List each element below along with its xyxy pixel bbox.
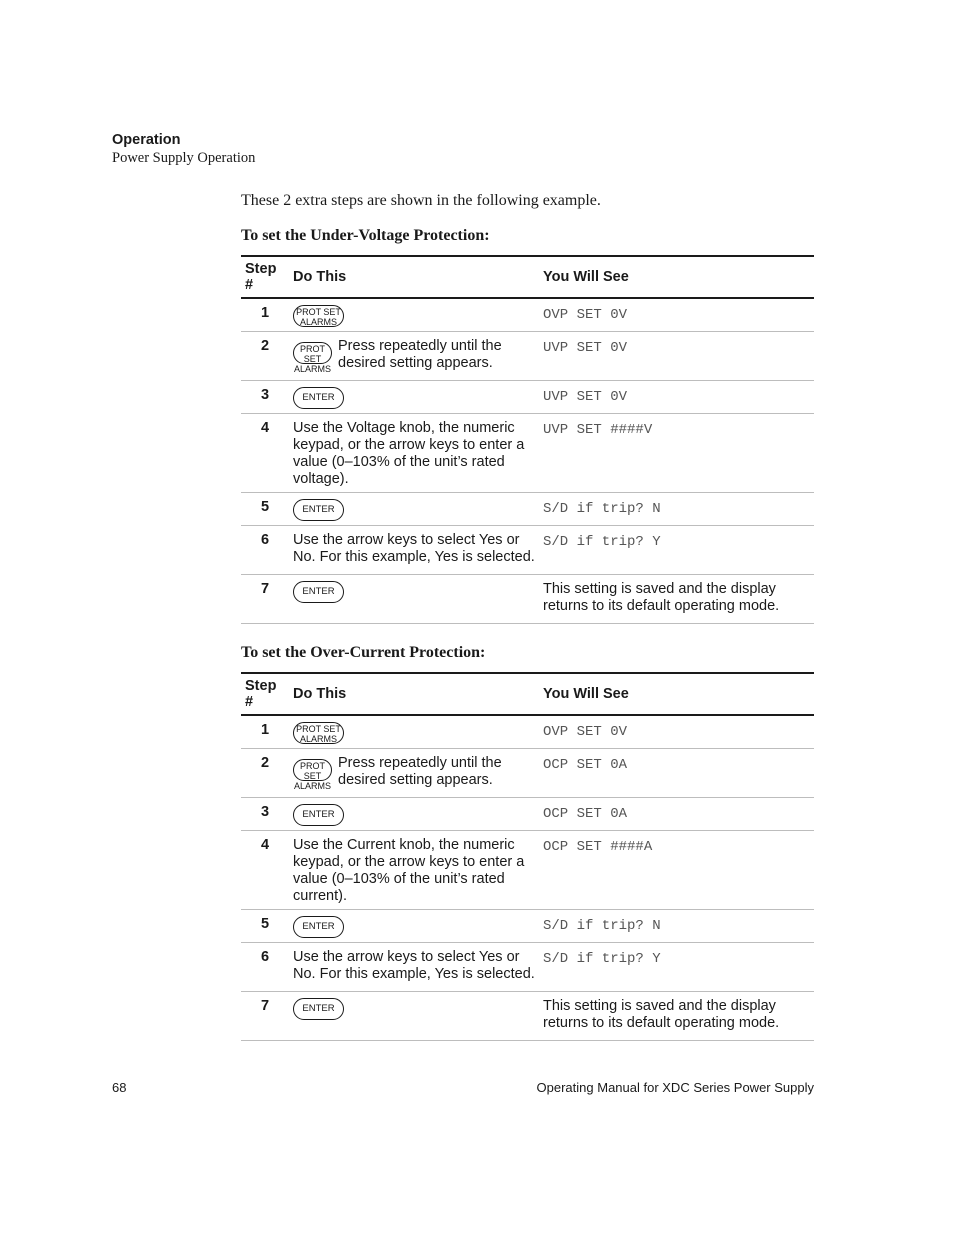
display-readout: UVP SET 0V — [539, 381, 814, 414]
enter-key-icon: ENTER — [293, 387, 344, 409]
prot-set-alarms-key-icon: PROT SET ALARMS — [293, 722, 344, 744]
display-readout: S/D if trip? Y — [539, 943, 814, 992]
ocp-section — [241, 643, 814, 1041]
table-row — [241, 575, 814, 624]
step-number: 1 — [241, 298, 289, 332]
step-number: 3 — [241, 798, 289, 831]
do-this-cell — [289, 381, 539, 414]
step-number: 6 — [241, 526, 289, 575]
do-this-cell — [289, 910, 539, 943]
display-readout: OCP SET 0A — [539, 749, 814, 798]
prot-set-alarms-key-icon: PROT SET ALARMS — [294, 344, 332, 374]
enter-key-icon: ENTER — [293, 804, 344, 826]
header-do-this: Do This — [289, 256, 539, 298]
do-this-cell — [289, 715, 539, 749]
section-title: Operation — [112, 132, 181, 148]
instruction-text: Use the Voltage knob, the numeric keypad, or the arrow keys to enter a value (0–103% of the unit’s rated voltage). — [289, 414, 539, 493]
do-this-cell — [289, 493, 539, 526]
do-this-cell — [289, 992, 539, 1041]
display-readout: S/D if trip? N — [539, 493, 814, 526]
do-this-cell — [289, 332, 539, 381]
instruction-text: Use the arrow keys to select Yes or No. For this example, Yes is selected. — [289, 943, 539, 992]
step-number: 7 — [241, 992, 289, 1041]
table-row — [241, 493, 814, 526]
step-number: 1 — [241, 715, 289, 749]
prot-set-alarms-key-icon: PROT SET ALARMS — [294, 761, 332, 791]
uvp-table — [241, 255, 814, 624]
uvp-section — [241, 226, 814, 624]
step-number: 4 — [241, 831, 289, 910]
ocp-heading: To set the Over-Current Protection: — [241, 644, 486, 661]
do-this-cell — [289, 798, 539, 831]
instruction-text: Use the Current knob, the numeric keypad, or the arrow keys to enter a value (0–103% of the unit’s rated current). — [289, 831, 539, 910]
instruction-text: Press repeatedly until the desired setting appears. — [338, 338, 502, 371]
do-this-cell — [289, 575, 539, 624]
table-row — [241, 910, 814, 943]
page-number: 68 — [112, 1080, 127, 1095]
instruction-text: Use the arrow keys to select Yes or No. For this example, Yes is selected. — [289, 526, 539, 575]
enter-key-icon: ENTER — [293, 499, 344, 521]
table-row — [241, 992, 814, 1041]
table-row — [241, 298, 814, 332]
step-number: 5 — [241, 910, 289, 943]
display-readout: OVP SET 0V — [539, 715, 814, 749]
result-text: This setting is saved and the display returns to its default operating mode. — [539, 575, 814, 624]
enter-key-icon: ENTER — [293, 916, 344, 938]
intro-text: These 2 extra steps are shown in the following example. — [241, 192, 601, 209]
uvp-heading: To set the Under-Voltage Protection: — [241, 227, 490, 244]
prot-set-alarms-key-icon: PROT SET ALARMS — [293, 305, 344, 327]
table-row — [241, 414, 814, 493]
header-do-this: Do This — [289, 673, 539, 715]
display-readout: UVP SET ####V — [539, 414, 814, 493]
enter-key-icon: ENTER — [293, 998, 344, 1020]
ocp-table — [241, 672, 814, 1041]
table-row — [241, 381, 814, 414]
table-header-row — [241, 256, 814, 298]
display-readout: OCP SET ####A — [539, 831, 814, 910]
manual-title: Operating Manual for XDC Series Power Supply — [536, 1080, 814, 1095]
step-number: 3 — [241, 381, 289, 414]
step-number: 2 — [241, 749, 289, 798]
result-text: This setting is saved and the display returns to its default operating mode. — [539, 992, 814, 1041]
table-row — [241, 943, 814, 992]
step-number: 7 — [241, 575, 289, 624]
table-row — [241, 831, 814, 910]
display-readout: OCP SET 0A — [539, 798, 814, 831]
display-readout: UVP SET 0V — [539, 332, 814, 381]
table-header-row — [241, 673, 814, 715]
table-row — [241, 332, 814, 381]
instruction-text: Press repeatedly until the desired setting appears. — [338, 755, 502, 788]
header-you-will-see: You Will See — [539, 673, 814, 715]
section-subtitle: Power Supply Operation — [112, 150, 256, 166]
step-number: 4 — [241, 414, 289, 493]
table-row — [241, 526, 814, 575]
display-readout: OVP SET 0V — [539, 298, 814, 332]
display-readout: S/D if trip? N — [539, 910, 814, 943]
step-number: 2 — [241, 332, 289, 381]
header-step: Step # — [241, 673, 289, 715]
header-you-will-see: You Will See — [539, 256, 814, 298]
enter-key-icon: ENTER — [293, 581, 344, 603]
step-number: 5 — [241, 493, 289, 526]
page-header — [112, 131, 255, 167]
step-number: 6 — [241, 943, 289, 992]
header-step: Step # — [241, 256, 289, 298]
table-row — [241, 715, 814, 749]
table-row — [241, 798, 814, 831]
do-this-cell — [289, 298, 539, 332]
display-readout: S/D if trip? Y — [539, 526, 814, 575]
table-row — [241, 749, 814, 798]
do-this-cell — [289, 749, 539, 798]
